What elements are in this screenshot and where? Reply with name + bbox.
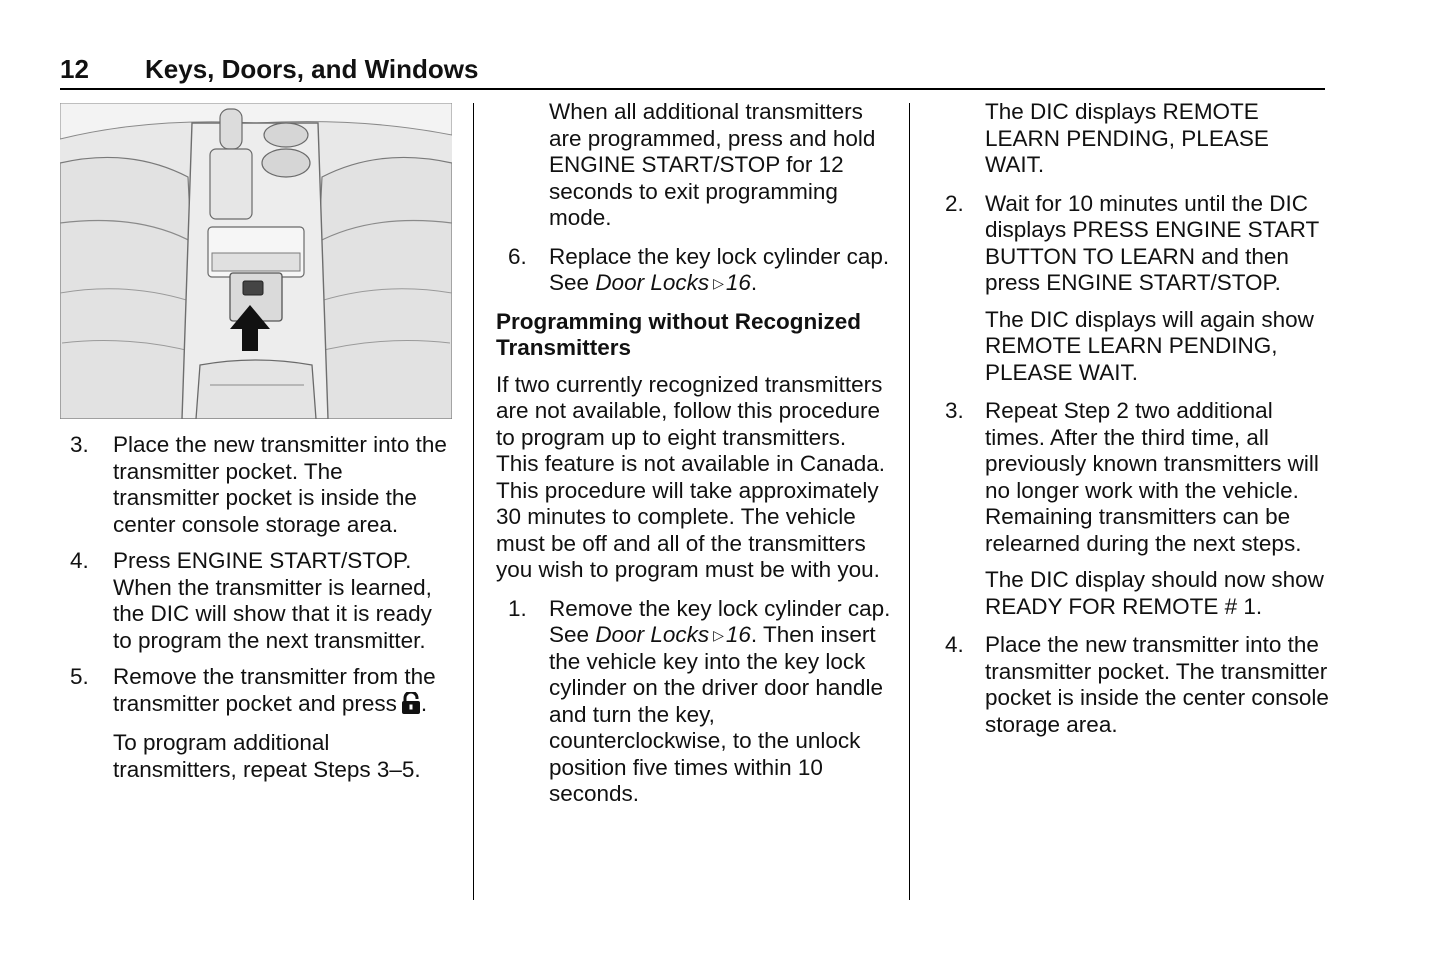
section-title: Keys, Doors, and Windows [145,54,479,84]
xref-title[interactable]: Door Locks [595,270,710,295]
step-number: 5. [70,664,89,689]
step-3 [945,398,1330,557]
step-6 [496,244,891,297]
xref-title[interactable]: Door Locks [595,622,710,647]
step-number: 3. [945,398,964,423]
column-2 [496,99,891,818]
xref-page[interactable]: 16 [725,270,751,295]
step-text: Place the new transmitter into the transmitter pocket. The transmitter pocket is inside the center console storage area. [113,432,447,537]
intro-paragraph: If two currently recognized transmitters are not available, follow this procedure to program up to eight transmitters. This feature is not available in Canada. This procedure will take approximately 30 minutes to complete. The vehicle must be off and all of the transmitters you wish to program must be with you. [496,371,885,582]
column-divider [909,103,910,900]
step-4 [70,548,455,654]
page-reference-triangle-icon: ▷ [713,275,724,291]
continued-note: When all additional transmitters are programmed, press and hold ENGINE START/STOP for 12 seconds to exit programming mode. [549,99,876,230]
step-1 [496,596,891,808]
step-end-punct: . [420,690,428,716]
step-text: Press ENGINE START/STOP. When the transmitter is learned, the DIC will show that it is ready to program the next transmitter. [113,548,432,653]
step-text: Remove the transmitter from the transmitter pocket and press [113,664,436,716]
column-1 [70,432,455,795]
step-text-continued: . Then insert the vehicle key into the key lock cylinder on the driver door handle and turn the key, counterclockwise, to the unlock position five times within 10 seconds. [549,622,883,806]
step-number: 1. [508,595,527,621]
step-5 [70,664,455,720]
unlock-icon [401,692,421,721]
step-number: 2. [945,190,964,216]
cross-reference[interactable] [595,622,751,647]
step-number: 3. [70,432,89,457]
xref-page[interactable]: 16 [725,622,751,647]
section-heading: Programming without Recognized Transmitters [496,308,862,360]
step-number: 4. [70,548,89,573]
center-console-illustration [60,103,452,419]
step-number: 6. [508,243,527,269]
step-3-note: The DIC display should now show READY FOR REMOTE # 1. [985,567,1324,619]
page-header [60,50,1325,90]
column-3 [945,99,1330,748]
step-number: 4. [945,632,964,657]
dic-note: The DIC displays REMOTE LEARN PENDING, PLEASE WAIT. [985,99,1269,177]
cross-reference[interactable] [595,270,751,295]
page-reference-triangle-icon: ▷ [713,627,724,643]
step-2 [945,191,1330,297]
step-text: Wait for 10 minutes until the DIC displays PRESS ENGINE START BUTTON TO LEARN and then press ENGINE START/STOP. [985,190,1319,295]
step-text: Remove the key lock cylinder cap. See [549,595,891,647]
step-2-note: The DIC displays will again show REMOTE LEARN PENDING, PLEASE WAIT. [985,306,1314,385]
step-text: Place the new transmitter into the transmitter pocket. The transmitter pocket is inside the center console storage area. [985,632,1329,737]
step-text: Repeat Step 2 two additional times. After the third time, all previously known transmitters will no longer work with the vehicle. Remaining transmitters can be relearned during the next steps. [985,398,1319,556]
page-number: 12 [60,54,89,84]
step-4 [945,632,1330,738]
step-text: Replace the key lock cylinder cap. See [549,243,890,295]
step-end-punct: . [750,270,758,295]
column-divider [473,103,474,900]
step-3 [70,432,455,538]
step-5-note: To program additional transmitters, repeat Steps 3–5. [113,730,421,782]
